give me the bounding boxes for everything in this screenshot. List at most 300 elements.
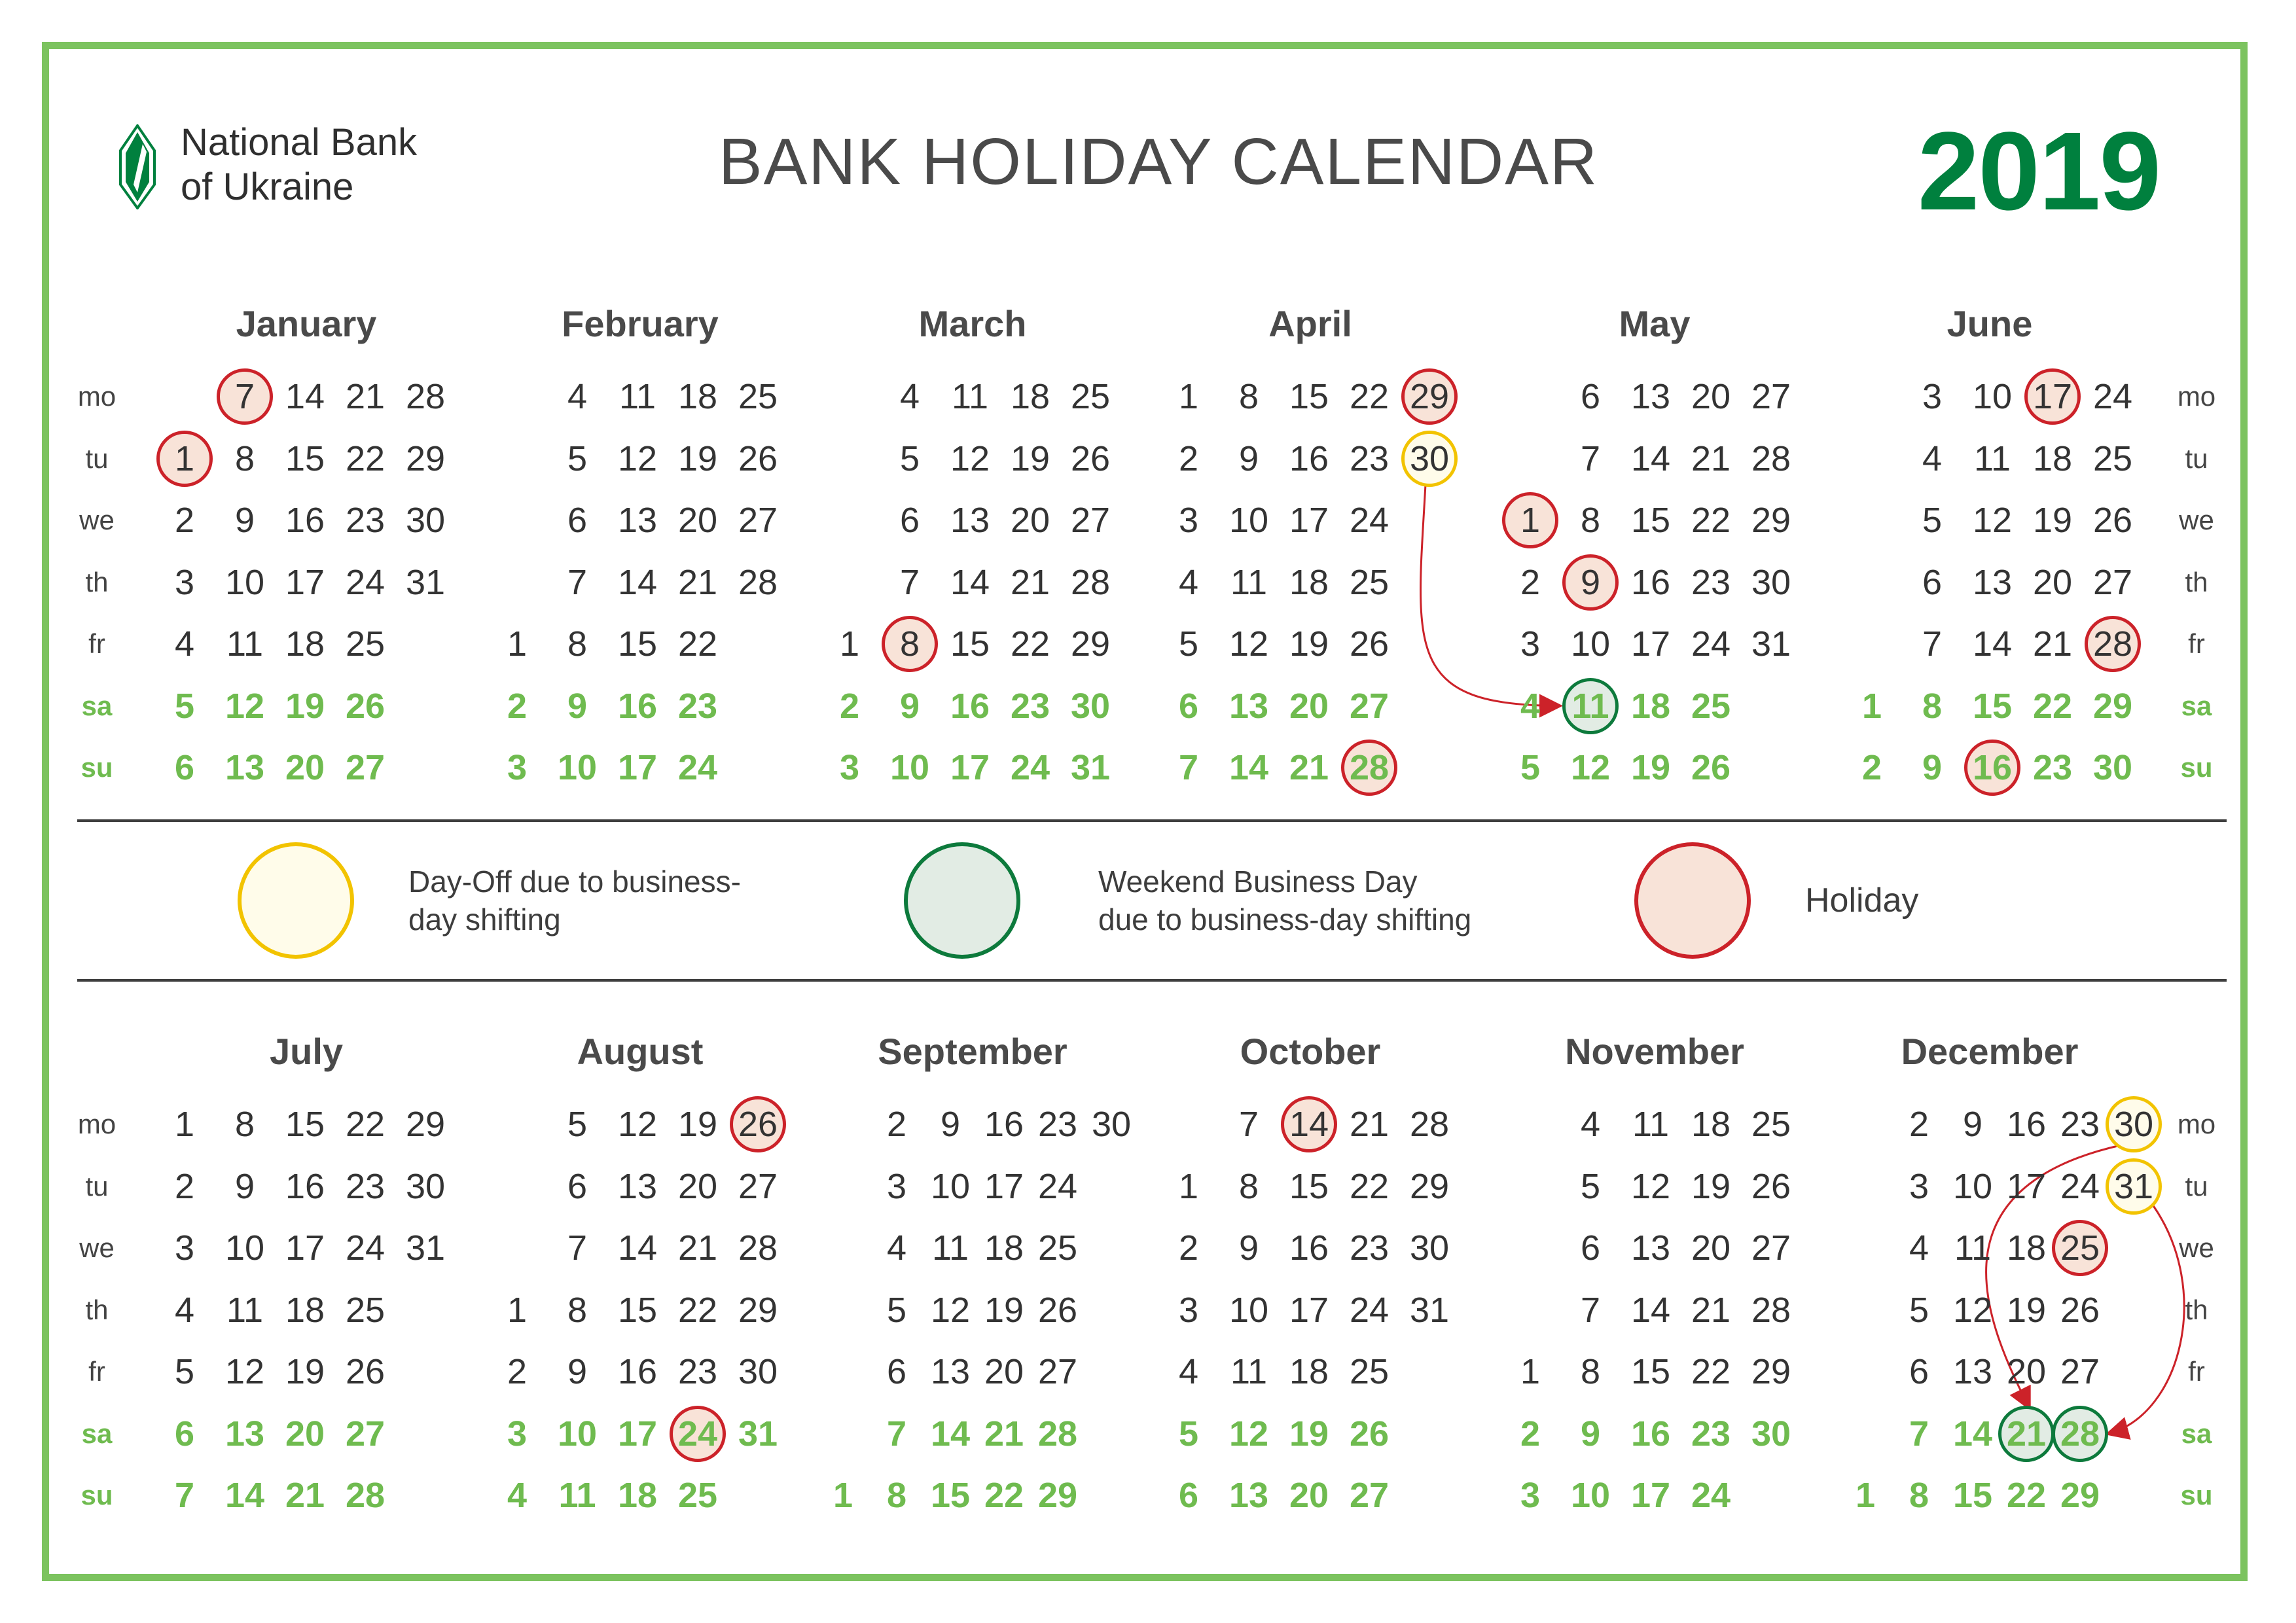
day-august-29: 29 [738,1290,778,1330]
day-october-22: 22 [1349,1166,1390,1206]
day-january-16: 16 [285,501,325,540]
day-august-26: 26 [738,1105,778,1144]
day-january-18: 18 [285,624,325,664]
day-february-17: 17 [617,748,658,787]
day-november-22: 22 [1691,1352,1731,1391]
day-january-22: 22 [345,438,386,478]
day-october-1: 1 [1178,1166,1199,1206]
day-september-3: 3 [886,1166,907,1206]
day-july-20: 20 [285,1414,325,1454]
month-name-may: May [1619,303,1691,344]
day-july-9: 9 [234,1166,255,1206]
weekday-label-th: th [2185,1294,2208,1325]
day-november-25: 25 [1751,1105,1791,1144]
day-may-18: 18 [1630,686,1671,726]
day-october-5: 5 [1178,1414,1199,1454]
day-april-28: 28 [1349,748,1390,787]
day-september-24: 24 [1037,1166,1078,1206]
day-november-8: 8 [1580,1352,1601,1391]
day-june-28: 28 [2092,624,2133,664]
day-january-7: 7 [234,377,255,416]
day-may-10: 10 [1570,624,1611,664]
day-september-9: 9 [940,1105,961,1144]
day-december-18: 18 [2006,1228,2047,1268]
day-january-27: 27 [345,748,386,787]
weekday-label-mo: mo [2177,381,2216,412]
day-june-18: 18 [2032,438,2073,478]
day-february-14: 14 [617,562,658,602]
day-november-7: 7 [1580,1290,1601,1330]
day-february-16: 16 [617,686,658,726]
day-may-12: 12 [1570,748,1611,787]
day-december-26: 26 [2060,1290,2100,1330]
day-may-24: 24 [1691,624,1731,664]
month-name-june: June [1946,303,2033,344]
day-march-29: 29 [1070,624,1111,664]
day-july-17: 17 [285,1228,325,1268]
day-december-17: 17 [2006,1166,2047,1206]
day-march-8: 8 [899,624,920,664]
day-june-30: 30 [2092,748,2133,787]
day-october-23: 23 [1349,1228,1390,1268]
bank-name-line2: of Ukraine [181,166,354,208]
day-march-27: 27 [1070,501,1111,540]
day-december-8: 8 [1909,1476,1929,1515]
weekday-label-tu: tu [2185,1170,2208,1202]
day-october-14: 14 [1289,1105,1329,1144]
weekday-label-we: we [2179,505,2214,535]
month-name-december: December [1901,1031,2079,1072]
day-august-7: 7 [567,1228,588,1268]
weekday-label-tu: tu [85,1170,109,1202]
day-august-6: 6 [567,1166,588,1206]
day-february-19: 19 [677,438,718,478]
day-february-24: 24 [677,748,718,787]
day-november-5: 5 [1580,1166,1601,1206]
day-december-20: 20 [2006,1352,2047,1391]
day-august-15: 15 [617,1290,658,1330]
day-april-22: 22 [1349,377,1390,416]
day-november-4: 4 [1580,1105,1601,1144]
day-november-11: 11 [1632,1105,1670,1144]
day-september-13: 13 [930,1352,971,1391]
day-july-5: 5 [174,1352,195,1391]
day-december-25: 25 [2060,1228,2100,1268]
day-may-2: 2 [1520,562,1541,602]
day-december-4: 4 [1909,1228,1929,1268]
day-june-23: 23 [2032,748,2073,787]
day-november-2: 2 [1520,1414,1541,1454]
day-july-22: 22 [345,1105,386,1144]
day-august-13: 13 [617,1166,658,1206]
weekday-label-sa: sa [81,1418,113,1449]
day-february-8: 8 [567,624,588,664]
legend-dayoff-line1: Day-Off due to business- [408,865,741,899]
day-january-25: 25 [345,624,386,664]
day-june-15: 15 [1972,686,2013,726]
day-march-18: 18 [1010,377,1050,416]
day-july-18: 18 [285,1290,325,1330]
day-june-19: 19 [2032,501,2073,540]
weekday-label-tu: tu [85,442,109,474]
day-march-21: 21 [1010,562,1050,602]
day-july-14: 14 [224,1476,265,1515]
day-february-18: 18 [677,377,718,416]
day-october-15: 15 [1289,1166,1329,1206]
day-august-8: 8 [567,1290,588,1330]
day-january-8: 8 [234,438,255,478]
day-november-13: 13 [1630,1228,1671,1268]
day-july-13: 13 [224,1414,265,1454]
day-june-14: 14 [1972,624,2013,664]
day-december-16: 16 [2006,1105,2047,1144]
weekday-label-tu: tu [2185,442,2208,474]
day-january-20: 20 [285,748,325,787]
day-november-29: 29 [1751,1352,1791,1391]
day-march-10: 10 [889,748,930,787]
day-may-8: 8 [1580,501,1601,540]
day-march-26: 26 [1070,438,1111,478]
day-september-29: 29 [1037,1476,1078,1515]
day-july-27: 27 [345,1414,386,1454]
day-august-16: 16 [617,1352,658,1391]
legend-holiday-line1: Holiday [1805,882,1919,919]
day-september-11: 11 [931,1228,969,1268]
weekday-label-mo: mo [77,1109,117,1139]
day-october-25: 25 [1349,1352,1390,1391]
day-january-14: 14 [285,377,325,416]
day-april-29: 29 [1409,377,1450,416]
day-december-10: 10 [1952,1166,1993,1206]
legend-business-line1: Weekend Business Day [1098,865,1418,899]
weekday-label-th: th [85,1294,109,1325]
day-january-13: 13 [224,748,265,787]
day-november-16: 16 [1630,1414,1671,1454]
day-november-12: 12 [1630,1166,1671,1206]
day-october-4: 4 [1178,1352,1199,1391]
weekday-label-fr: fr [2188,628,2205,659]
day-april-18: 18 [1289,562,1329,602]
day-july-2: 2 [174,1166,195,1206]
day-august-20: 20 [677,1166,718,1206]
day-june-11: 11 [1973,438,2011,478]
day-april-11: 11 [1230,562,1268,602]
day-may-22: 22 [1691,501,1731,540]
day-april-26: 26 [1349,624,1390,664]
day-november-1: 1 [1520,1352,1541,1391]
day-april-4: 4 [1178,562,1199,602]
day-january-9: 9 [234,501,255,540]
day-april-7: 7 [1178,748,1199,787]
day-october-11: 11 [1230,1352,1268,1391]
day-april-2: 2 [1178,438,1199,478]
day-march-5: 5 [899,438,920,478]
day-august-10: 10 [557,1414,598,1454]
day-february-1: 1 [507,624,528,664]
day-october-20: 20 [1289,1476,1329,1515]
day-may-9: 9 [1580,562,1601,602]
weekday-label-th: th [2185,566,2208,597]
day-april-30: 30 [1409,438,1450,478]
day-april-15: 15 [1289,377,1329,416]
day-september-15: 15 [930,1476,971,1515]
day-july-23: 23 [345,1166,386,1206]
day-november-26: 26 [1751,1166,1791,1206]
bank-name-line1: National Bank [181,121,418,164]
day-december-14: 14 [1952,1414,1993,1454]
day-january-15: 15 [285,438,325,478]
day-august-1: 1 [507,1290,528,1330]
day-july-21: 21 [285,1476,325,1515]
day-february-28: 28 [738,562,778,602]
day-april-9: 9 [1238,438,1259,478]
day-january-28: 28 [405,377,446,416]
day-july-7: 7 [174,1476,195,1515]
day-january-4: 4 [174,624,195,664]
day-may-1: 1 [1520,501,1541,540]
day-january-23: 23 [345,501,386,540]
day-july-28: 28 [345,1476,386,1515]
day-march-20: 20 [1010,501,1050,540]
day-september-27: 27 [1037,1352,1078,1391]
day-october-17: 17 [1289,1290,1329,1330]
day-february-26: 26 [738,438,778,478]
month-name-january: January [236,303,377,344]
day-july-10: 10 [224,1228,265,1268]
day-december-2: 2 [1909,1105,1929,1144]
day-november-24: 24 [1691,1476,1731,1515]
day-april-19: 19 [1289,624,1329,664]
day-september-1: 1 [833,1476,853,1515]
day-march-14: 14 [950,562,990,602]
day-december-1: 1 [1855,1476,1876,1515]
day-may-11: 11 [1571,686,1609,726]
day-may-6: 6 [1580,377,1601,416]
day-march-9: 9 [899,686,920,726]
day-may-30: 30 [1751,562,1791,602]
day-march-15: 15 [950,624,990,664]
day-july-1: 1 [174,1105,195,1144]
day-november-6: 6 [1580,1228,1601,1268]
day-may-26: 26 [1691,748,1731,787]
month-name-november: November [1565,1031,1744,1072]
day-march-1: 1 [839,624,860,664]
day-june-2: 2 [1861,748,1882,787]
day-july-11: 11 [226,1290,264,1330]
day-september-16: 16 [984,1105,1024,1144]
day-july-16: 16 [285,1166,325,1206]
day-october-12: 12 [1229,1414,1269,1454]
day-november-20: 20 [1691,1228,1731,1268]
day-february-15: 15 [617,624,658,664]
day-october-18: 18 [1289,1352,1329,1391]
day-may-15: 15 [1630,501,1671,540]
day-february-13: 13 [617,501,658,540]
day-june-5: 5 [1922,501,1943,540]
day-september-5: 5 [886,1290,907,1330]
month-name-april: April [1268,303,1352,344]
day-august-11: 11 [558,1476,596,1515]
day-january-11: 11 [226,624,264,664]
weekday-label-fr: fr [88,628,105,659]
day-october-28: 28 [1409,1105,1450,1144]
day-october-9: 9 [1238,1228,1259,1268]
day-december-22: 22 [2006,1476,2047,1515]
day-december-5: 5 [1909,1290,1929,1330]
day-december-31: 31 [2113,1166,2154,1206]
day-november-27: 27 [1751,1228,1791,1268]
weekday-label-we: we [79,505,115,535]
shift-arrow-december-31 [2109,1206,2184,1434]
day-september-20: 20 [984,1352,1024,1391]
day-january-30: 30 [405,501,446,540]
day-june-8: 8 [1922,686,1943,726]
month-name-september: September [878,1031,1067,1072]
weekday-label-mo: mo [2177,1109,2216,1139]
day-may-7: 7 [1580,438,1601,478]
day-september-14: 14 [930,1414,971,1454]
day-july-29: 29 [405,1105,446,1144]
day-january-21: 21 [345,377,386,416]
weekday-label-su: su [81,1480,113,1510]
day-august-23: 23 [677,1352,718,1391]
day-may-16: 16 [1630,562,1671,602]
day-september-26: 26 [1037,1290,1078,1330]
day-april-8: 8 [1238,377,1259,416]
day-january-31: 31 [405,562,446,602]
day-october-30: 30 [1409,1228,1450,1268]
day-february-20: 20 [677,501,718,540]
day-august-3: 3 [507,1414,528,1454]
day-september-25: 25 [1037,1228,1078,1268]
weekday-label-mo: mo [77,381,117,412]
day-july-24: 24 [345,1228,386,1268]
day-february-10: 10 [557,748,598,787]
day-january-26: 26 [345,686,386,726]
day-may-27: 27 [1751,377,1791,416]
day-july-3: 3 [174,1228,195,1268]
day-april-5: 5 [1178,624,1199,664]
day-november-19: 19 [1691,1166,1731,1206]
day-april-17: 17 [1289,501,1329,540]
day-february-9: 9 [567,686,588,726]
day-november-18: 18 [1691,1105,1731,1144]
day-february-27: 27 [738,501,778,540]
day-february-6: 6 [567,501,588,540]
day-may-21: 21 [1691,438,1731,478]
day-october-13: 13 [1229,1476,1269,1515]
day-march-12: 12 [950,438,990,478]
day-july-25: 25 [345,1290,386,1330]
day-september-6: 6 [886,1352,907,1391]
day-june-21: 21 [2032,624,2073,664]
day-january-29: 29 [405,438,446,478]
day-august-5: 5 [567,1105,588,1144]
day-december-13: 13 [1952,1352,1993,1391]
day-september-21: 21 [984,1414,1024,1454]
day-october-31: 31 [1409,1290,1450,1330]
day-april-16: 16 [1289,438,1329,478]
day-february-12: 12 [617,438,658,478]
day-september-30: 30 [1091,1105,1132,1144]
day-april-20: 20 [1289,686,1329,726]
weekday-label-we: we [79,1232,115,1263]
day-june-1: 1 [1861,686,1882,726]
day-april-21: 21 [1289,748,1329,787]
day-april-1: 1 [1178,377,1199,416]
day-october-27: 27 [1349,1476,1390,1515]
day-january-2: 2 [174,501,195,540]
day-march-23: 23 [1010,686,1050,726]
day-august-18: 18 [617,1476,658,1515]
day-november-9: 9 [1580,1414,1601,1454]
day-february-3: 3 [507,748,528,787]
day-october-2: 2 [1178,1228,1199,1268]
day-september-18: 18 [984,1228,1024,1268]
day-march-30: 30 [1070,686,1111,726]
day-november-28: 28 [1751,1290,1791,1330]
day-june-24: 24 [2092,377,2133,416]
day-november-17: 17 [1630,1476,1671,1515]
month-name-february: February [562,303,719,344]
day-september-10: 10 [930,1166,971,1206]
day-september-22: 22 [984,1476,1024,1515]
day-november-3: 3 [1520,1476,1541,1515]
day-april-25: 25 [1349,562,1390,602]
day-march-13: 13 [950,501,990,540]
day-december-9: 9 [1962,1105,1983,1144]
day-february-4: 4 [567,377,588,416]
day-june-26: 26 [2092,501,2133,540]
day-october-26: 26 [1349,1414,1390,1454]
day-september-28: 28 [1037,1414,1078,1454]
day-october-24: 24 [1349,1290,1390,1330]
day-may-28: 28 [1751,438,1791,478]
day-june-16: 16 [1972,748,2013,787]
day-december-24: 24 [2060,1166,2100,1206]
weekday-label-su: su [81,752,113,783]
day-october-29: 29 [1409,1166,1450,1206]
day-june-25: 25 [2092,438,2133,478]
month-name-october: October [1240,1031,1381,1072]
day-august-21: 21 [677,1228,718,1268]
day-january-6: 6 [174,748,195,787]
day-september-4: 4 [886,1228,907,1268]
day-february-2: 2 [507,686,528,726]
day-january-3: 3 [174,562,195,602]
day-december-28: 28 [2060,1414,2100,1454]
day-may-4: 4 [1520,686,1541,726]
day-august-2: 2 [507,1352,528,1391]
day-march-3: 3 [839,748,860,787]
day-march-22: 22 [1010,624,1050,664]
day-november-30: 30 [1751,1414,1791,1454]
day-january-24: 24 [345,562,386,602]
day-october-6: 6 [1178,1476,1199,1515]
day-april-3: 3 [1178,501,1199,540]
day-october-19: 19 [1289,1414,1329,1454]
day-april-10: 10 [1229,501,1269,540]
day-july-31: 31 [405,1228,446,1268]
day-december-23: 23 [2060,1105,2100,1144]
day-august-4: 4 [507,1476,528,1515]
day-september-19: 19 [984,1290,1024,1330]
weekday-label-th: th [85,566,109,597]
day-december-15: 15 [1952,1476,1993,1515]
weekday-label-fr: fr [88,1356,105,1387]
day-june-17: 17 [2032,377,2073,416]
day-june-27: 27 [2092,562,2133,602]
